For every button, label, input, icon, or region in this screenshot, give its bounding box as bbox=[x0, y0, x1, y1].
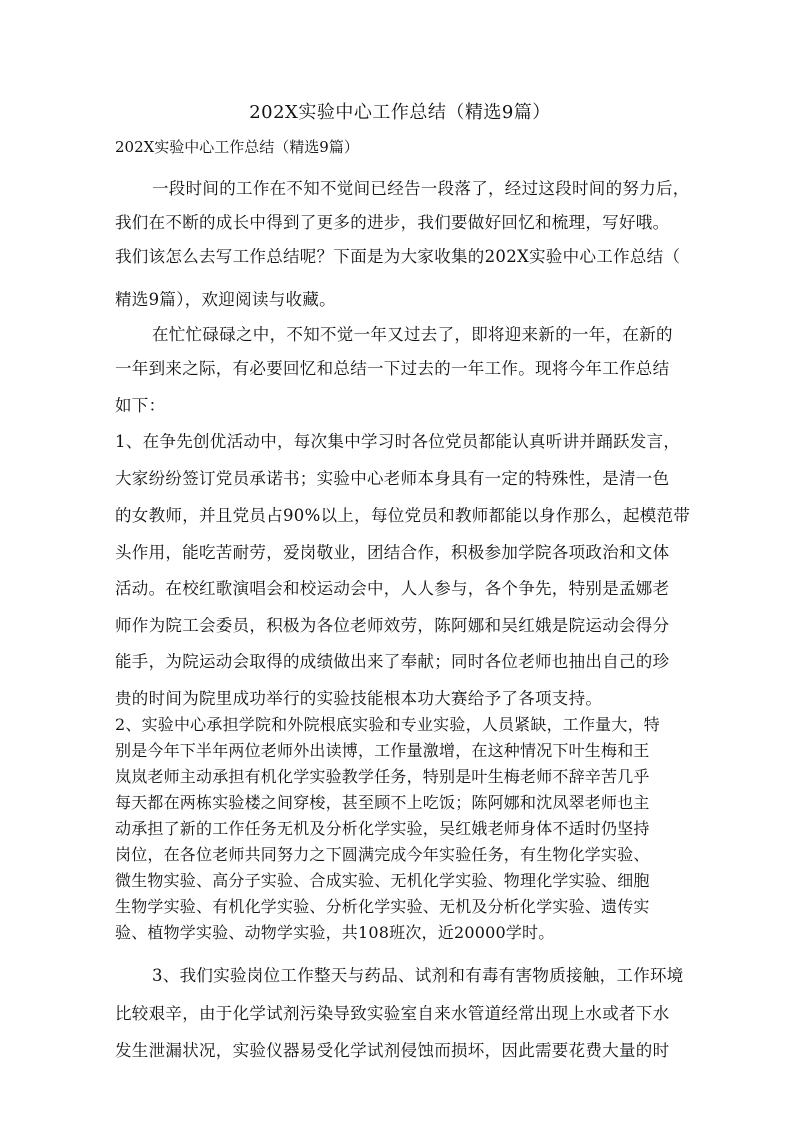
section1-line: 的女教师，并且党员占90%以上，每位党员和教师都能以身作那么，起模范带 bbox=[115, 506, 691, 525]
intro-line: 我们该怎么去写工作总结呢？下面是为大家收集的202X实验中心工作总结（ bbox=[115, 247, 681, 266]
document-subtitle: 202X实验中心工作总结（精选9篇） bbox=[115, 138, 359, 156]
section1-line: 1、在争先创优活动中，每次集中学习时各位党员都能认真听讲并踊跃发言， bbox=[115, 432, 681, 451]
document-title: 202X实验中心工作总结（精选9篇） bbox=[249, 102, 551, 123]
section2-line: 岗位，在各位老师共同努力之下圆满完成今年实验任务，有生物化学实验、 bbox=[115, 845, 650, 864]
section2-line: 每天都在两栋实验楼之间穿梭，甚至顾不上吃饭；陈阿娜和沈凤翠老师也主 bbox=[115, 793, 650, 812]
section1-line: 贵的时间为院里成功举行的实验技能根本功大赛给予了各项支持。 bbox=[115, 689, 603, 708]
section2-line: 动承担了新的工作任务无机及分析化学实验，吴红娥老师身体不适时仍坚持 bbox=[115, 819, 650, 838]
section2-line: 微生物实验、高分子实验、合成实验、无机化学实验、物理化学实验、细胞 bbox=[115, 871, 650, 890]
intro-line: 精选9篇），欢迎阅读与收藏。 bbox=[115, 290, 336, 309]
section2-line: 岚岚老师主动承担有机化学实验教学任务，特别是叶生梅老师不辞辛苦几乎 bbox=[115, 767, 650, 786]
section1-line: 活动。在校红歌演唱会和校运动会中，人人参与，各个争先，特别是孟娜老 bbox=[115, 579, 670, 598]
section2-line: 验、植物学实验、动物学实验，共108班次，近20000学时。 bbox=[115, 923, 555, 942]
section3-line: 比较艰辛，由于化学试剂污染导致实验室自来水管道经常出现上水或者下水 bbox=[115, 1004, 670, 1023]
section2-line: 生物学实验、有机化学实验、分析化学实验、无机及分析化学实验、遗传实 bbox=[115, 897, 650, 916]
section1-line: 头作用，能吃苦耐劳，爱岗敬业，团结合作，积极参加学院各项政治和文体 bbox=[115, 543, 670, 562]
section3-line: 3、我们实验岗位工作整天与药品、试剂和有毒有害物质接触，工作环境 bbox=[152, 966, 684, 985]
section1-line: 大家纷纷签订党员承诺书；实验中心老师本身具有一定的特殊性，是清一色 bbox=[115, 469, 670, 488]
intro-line: 一段时间的工作在不知不觉间已经告一段落了，经过这段时间的努力后， bbox=[152, 179, 690, 198]
section1-line: 师作为院工会委员，积极为各位老师效劳，陈阿娜和吴红娥是院运动会得分 bbox=[115, 616, 670, 635]
opening-line: 在忙忙碌碌之中，不知不觉一年又过去了，即将迎来新的一年，在新的 bbox=[152, 325, 673, 344]
opening-line: 如下： bbox=[115, 396, 166, 415]
section3-line: 发生泄漏状况，实验仪器易受化学试剂侵蚀而损坏，因此需要花费大量的时 bbox=[115, 1041, 670, 1060]
section2-line: 2、实验中心承担学院和外院根底实验和专业实验，人员紧缺，工作量大，特 bbox=[115, 715, 660, 734]
opening-line: 一年到来之际，有必要回忆和总结一下过去的一年工作。现将今年工作总结 bbox=[115, 359, 670, 378]
section2-line: 别是今年下半年两位老师外出读博，工作量激增，在这种情况下叶生梅和王 bbox=[115, 741, 650, 760]
intro-line: 我们在不断的成长中得到了更多的进步，我们要做好回忆和梳理，写好哦。 bbox=[115, 213, 670, 232]
section1-line: 能手，为院运动会取得的成绩做出来了奉献；同时各位老师也抽出自己的珍 bbox=[115, 652, 670, 671]
